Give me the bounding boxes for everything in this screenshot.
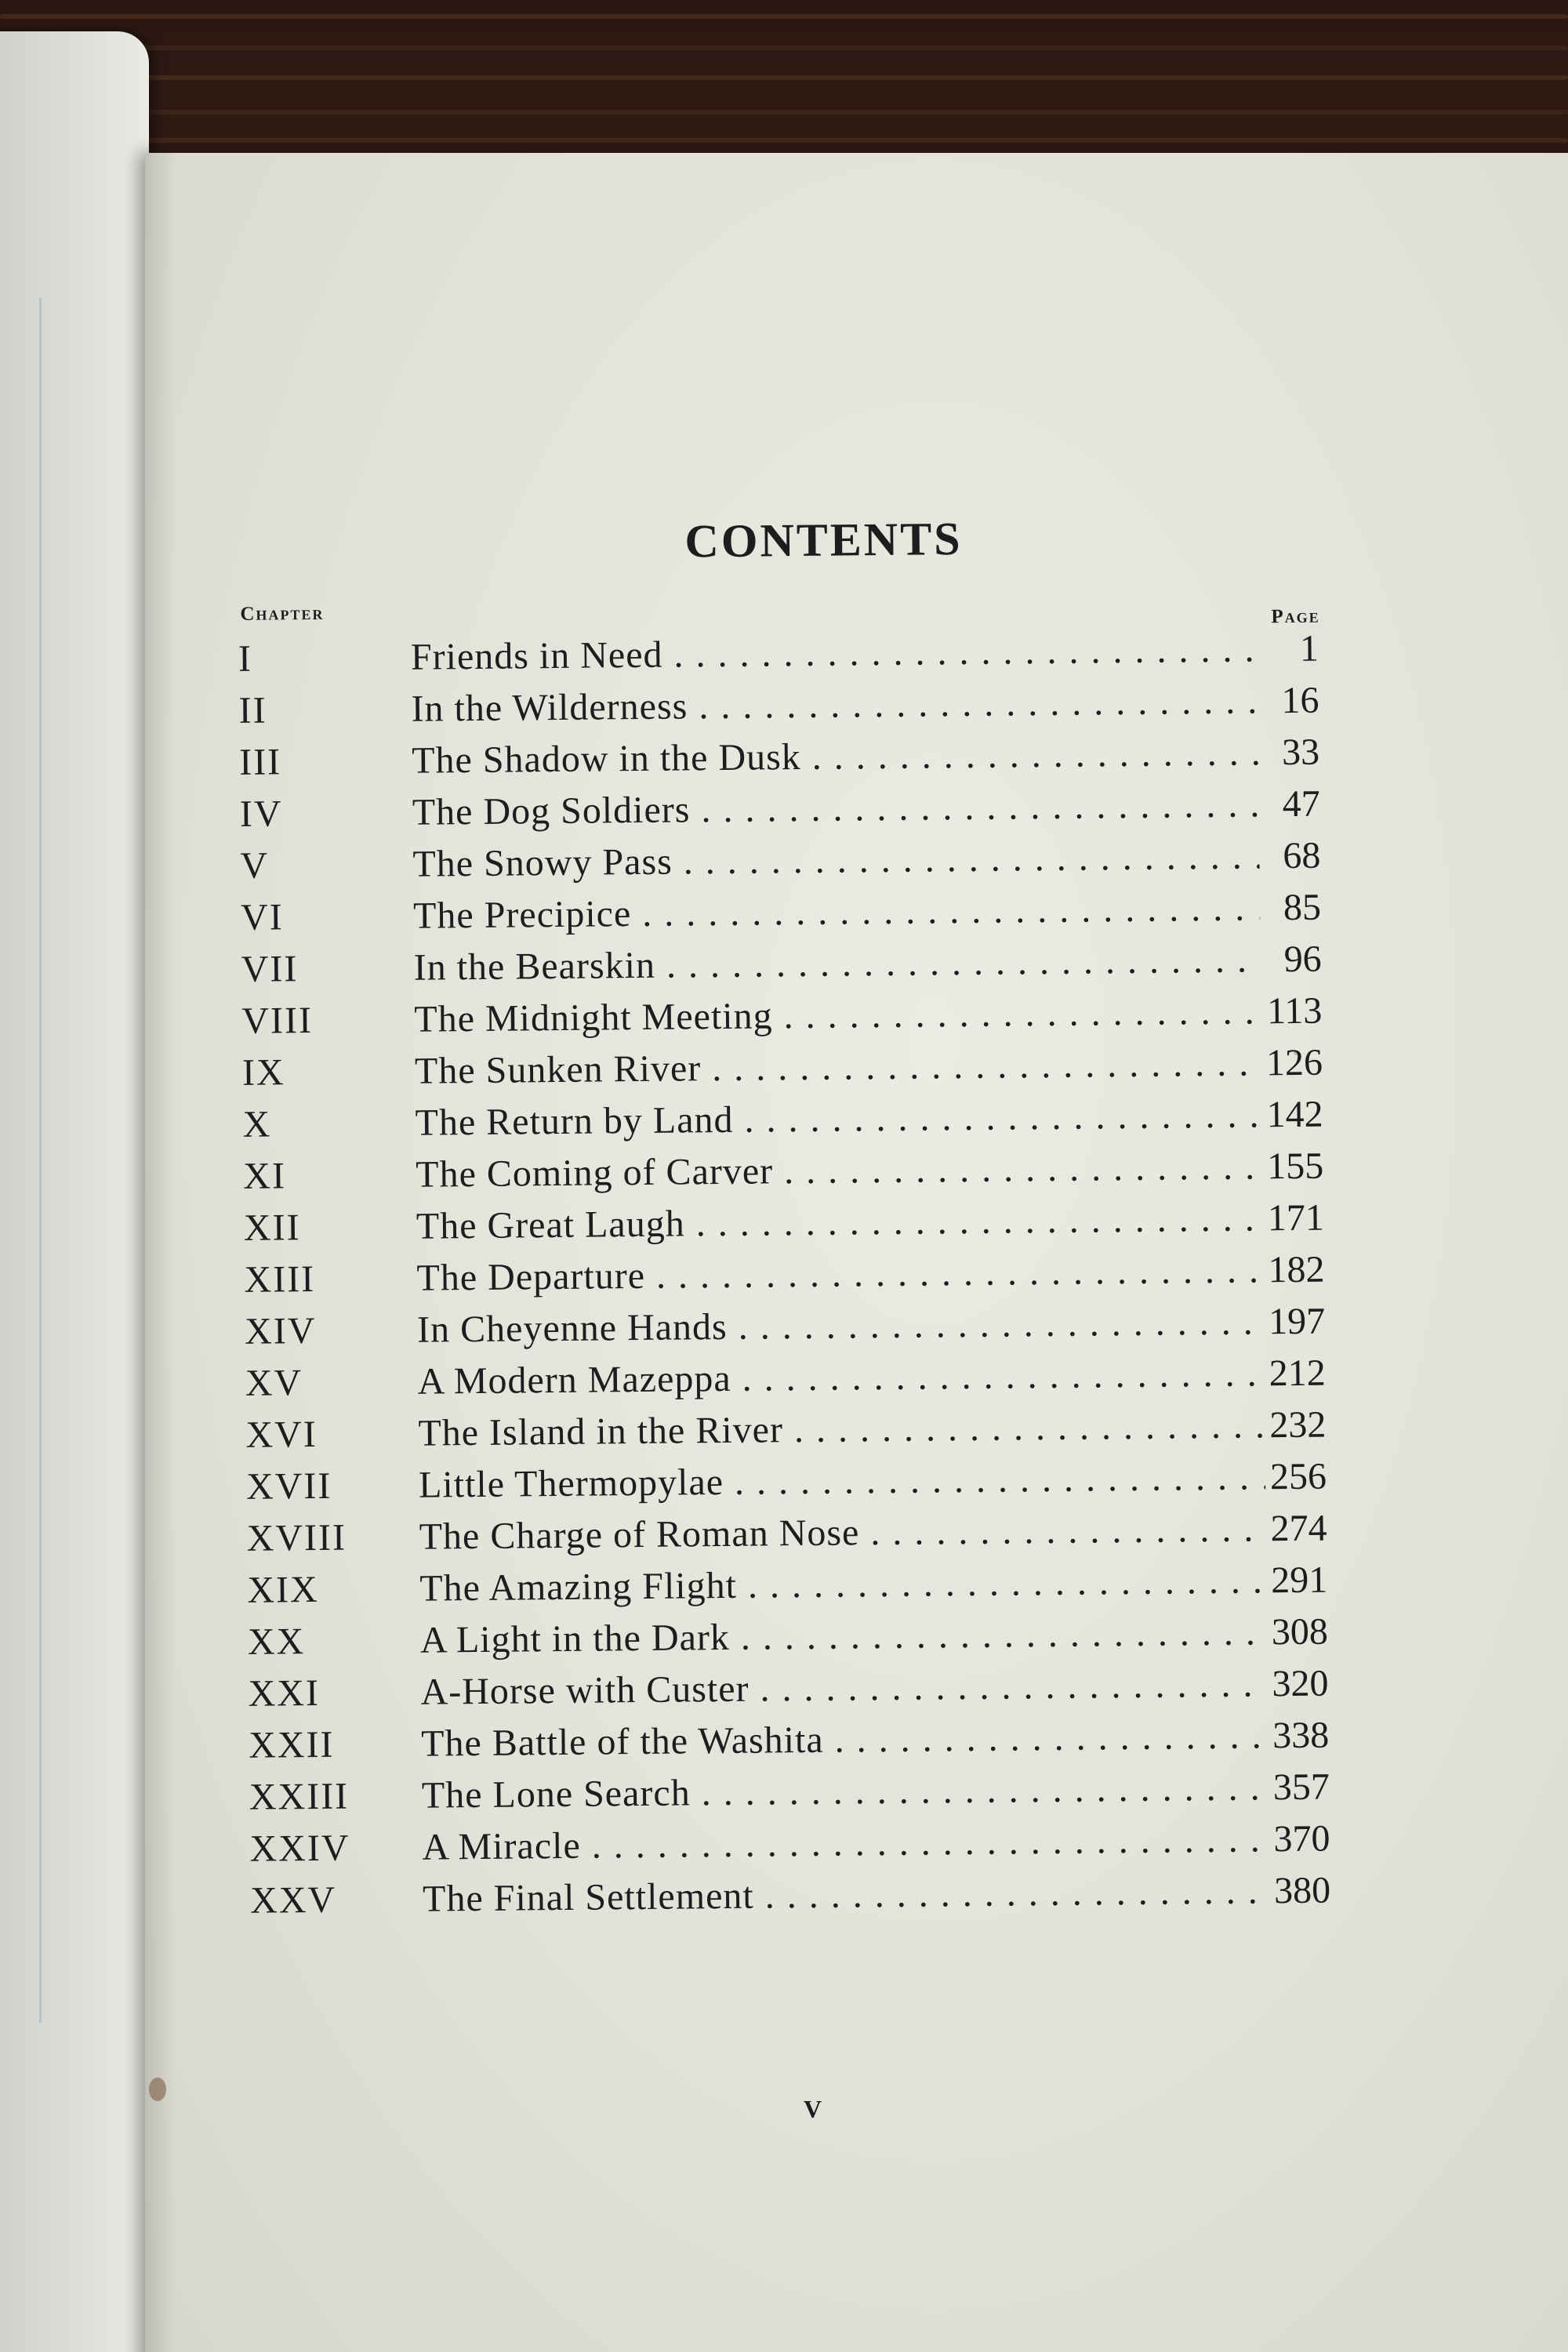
chapter-title: The Island in the River . . .	[418, 1399, 1265, 1459]
chapter-title: The Charge of Roman Nose . . .	[419, 1503, 1266, 1563]
chapter-numeral: XVIII	[246, 1516, 347, 1559]
chapter-title: The Sunken River . . .	[415, 1037, 1262, 1097]
chapter-page-number: 370	[1273, 1817, 1330, 1860]
chapter-numeral: I	[238, 637, 253, 680]
chapter-numeral: XIII	[244, 1258, 316, 1301]
contents-list	[229, 622, 1402, 1927]
chapter-page-number: 212	[1269, 1352, 1326, 1395]
chapter-title: The Precipice . . .	[413, 882, 1261, 942]
chapter-numeral: XXII	[248, 1723, 335, 1766]
chapter-numeral: XII	[243, 1207, 301, 1249]
chapter-page-number: 171	[1267, 1196, 1325, 1240]
chapter-title: The Coming of Carver . . .	[416, 1141, 1263, 1200]
chapter-title: A Light in the Dark . . .	[420, 1606, 1268, 1666]
chapter-page-number: 274	[1270, 1507, 1327, 1550]
chapter-numeral: IV	[239, 793, 283, 835]
chapter-title: Little Thermopylae . . .	[419, 1451, 1266, 1511]
wood-grain	[0, 14, 1568, 19]
chapter-page-number: 256	[1269, 1455, 1327, 1498]
chapter-title: The Final Settlement . . .	[423, 1865, 1270, 1925]
chapter-page-number: 1	[1299, 627, 1319, 670]
chapter-title: A Miracle . . .	[422, 1813, 1269, 1873]
chapter-page-number: 126	[1265, 1041, 1323, 1084]
page-column-header: Page	[1271, 605, 1320, 628]
chapter-title: The Departure . . .	[416, 1244, 1264, 1304]
chapter-numeral: V	[240, 844, 270, 887]
chapter-title: The Dog Soldiers . . .	[412, 779, 1260, 838]
chapter-numeral: VII	[241, 948, 299, 990]
chapter-numeral: III	[238, 741, 282, 783]
facing-page-margin	[0, 298, 42, 2023]
chapter-title: In the Wilderness . . .	[411, 675, 1258, 735]
wood-grain	[0, 45, 1568, 50]
chapter-page-number: 338	[1272, 1714, 1330, 1757]
contents-heading: CONTENTS	[684, 513, 963, 568]
chapter-numeral: X	[242, 1103, 272, 1145]
wood-grain	[0, 110, 1568, 114]
chapter-numeral: II	[238, 689, 267, 731]
chapter-numeral: XXIV	[249, 1827, 350, 1870]
chapter-page-number: 142	[1266, 1093, 1323, 1136]
chapter-page-number: 47	[1282, 782, 1321, 826]
chapter-numeral: XV	[245, 1362, 303, 1404]
chapter-numeral: XVII	[245, 1465, 332, 1508]
wood-grain	[0, 75, 1568, 80]
chapter-page-number: 85	[1283, 886, 1322, 929]
chapter-title: The Battle of the Washita . . .	[421, 1710, 1269, 1769]
chapter-page-number: 380	[1273, 1869, 1331, 1912]
chapter-numeral: XIV	[244, 1309, 317, 1352]
chapter-title: A-Horse with Custer . . .	[420, 1658, 1268, 1718]
gutter-shadow	[145, 153, 176, 2352]
chapter-numeral: XVI	[245, 1413, 318, 1456]
chapter-title: The Snowy Pass . . .	[412, 830, 1260, 890]
chapter-title: The Amazing Flight . . .	[419, 1555, 1267, 1614]
wood-grain	[0, 138, 1568, 143]
chapter-numeral: VI	[240, 896, 284, 938]
chapter-page-number: 291	[1271, 1559, 1328, 1602]
chapter-title: The Great Laugh . . .	[416, 1192, 1264, 1252]
chapter-column-header: Chapter	[240, 602, 325, 625]
page-folio: V	[804, 2095, 822, 2123]
chapter-page-number: 182	[1268, 1248, 1325, 1291]
chapter-title: A Modern Mazeppa . . .	[417, 1348, 1265, 1407]
age-spot	[149, 2078, 166, 2101]
facing-page	[0, 31, 149, 2352]
chapter-title: Friends in Need . . .	[411, 623, 1258, 683]
chapter-page-number: 33	[1281, 731, 1320, 774]
chapter-title: The Lone Search . . .	[422, 1762, 1269, 1821]
chapter-numeral: XIX	[247, 1568, 319, 1611]
chapter-title: In the Bearskin . . .	[413, 934, 1261, 993]
chapter-page-number: 16	[1281, 679, 1319, 722]
chapter-title: In Cheyenne Hands . . .	[417, 1296, 1265, 1356]
chapter-page-number: 197	[1268, 1300, 1326, 1343]
chapter-page-number: 68	[1283, 834, 1321, 877]
chapter-numeral: XI	[243, 1155, 287, 1197]
chapter-page-number: 357	[1272, 1766, 1330, 1809]
chapter-title: The Shadow in the Dusk . . .	[412, 727, 1259, 786]
chapter-title: The Return by Land . . .	[415, 1089, 1262, 1149]
chapter-page-number: 155	[1266, 1145, 1324, 1188]
chapter-page-number: 113	[1266, 989, 1323, 1033]
chapter-page-number: 320	[1272, 1662, 1329, 1705]
chapter-numeral: XX	[247, 1621, 306, 1663]
chapter-numeral: XXI	[248, 1671, 321, 1715]
chapter-page-number: 308	[1271, 1610, 1329, 1653]
chapter-numeral: XXIII	[249, 1775, 350, 1818]
chapter-page-number: 96	[1283, 938, 1322, 981]
chapter-page-number: 232	[1269, 1403, 1327, 1446]
chapter-numeral: IX	[241, 1051, 285, 1094]
chapter-numeral: VIII	[241, 999, 314, 1042]
chapter-title: The Midnight Meeting . . .	[414, 985, 1261, 1045]
chapter-numeral: XXV	[249, 1878, 337, 1922]
